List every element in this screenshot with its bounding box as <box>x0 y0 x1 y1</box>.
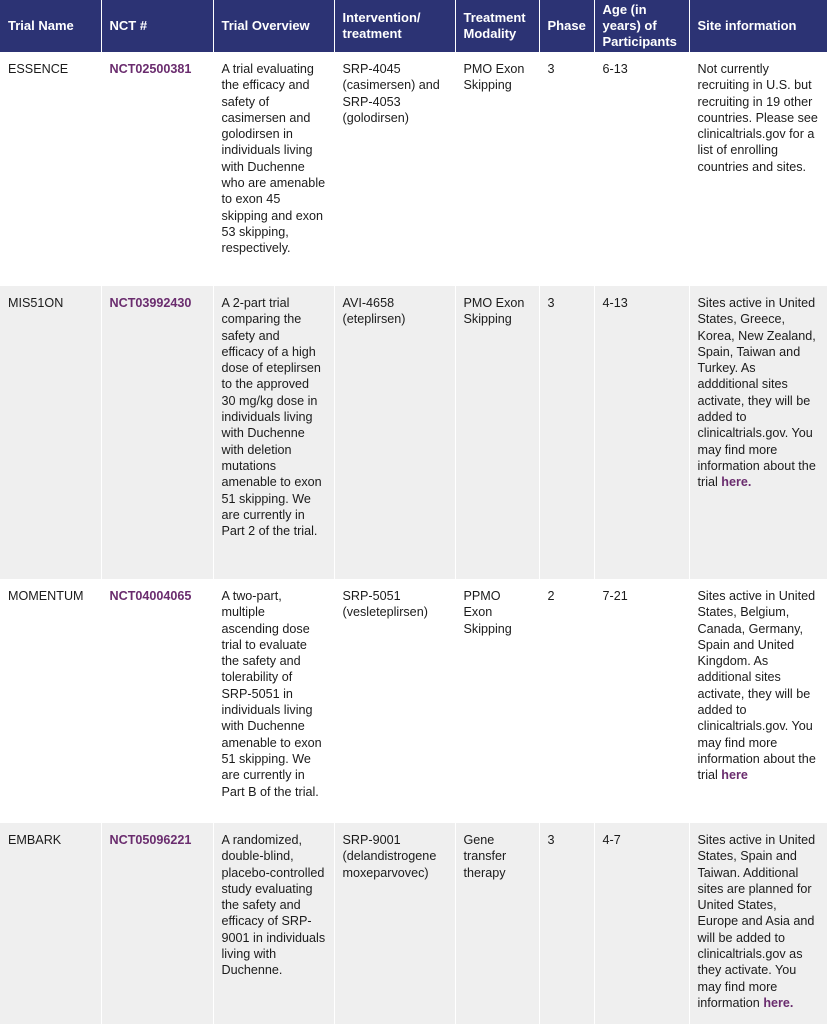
header-trial-name: Trial Name <box>0 0 101 52</box>
nct-link[interactable]: NCT04004065 <box>109 589 192 603</box>
modality-cell: PMO Exon Skipping <box>455 286 539 579</box>
phase-cell: 3 <box>539 823 594 1024</box>
intervention-cell: SRP-4045 (casimersen) and SRP-4053 (golodirsen) <box>334 52 455 286</box>
table-row <box>0 579 827 823</box>
overview-cell: A trial evaluating the efficacy and safety of casimersen and golodirsen in individuals living with Duchenne who are amenable to exon 45 skipping and exon 53 skipping, respectively. <box>213 52 334 286</box>
site-info-cell <box>689 823 827 1024</box>
nct-cell <box>101 286 213 579</box>
modality-cell: PMO Exon Skipping <box>455 52 539 286</box>
phase-cell: 3 <box>539 286 594 579</box>
trial-name-cell: MIS51ON <box>0 286 101 579</box>
header-trial-overview: Trial Overview <box>213 0 334 52</box>
modality-cell: PPMO Exon Skipping <box>455 579 539 823</box>
intervention-cell: SRP-5051 (vesleteplirsen) <box>334 579 455 823</box>
site-info-cell <box>689 579 827 823</box>
site-info-cell <box>689 52 827 286</box>
overview-cell: A randomized, double-blind, placebo-controlled study evaluating the safety and efficacy of SRP-9001 in individuals living with Duchenne. <box>213 823 334 1024</box>
site-info-text: Not currently recruiting in U.S. but recruiting in 19 other countries. Please see clinicaltrials.gov for a list of enrolling countries and sites. <box>697 62 818 174</box>
nct-link[interactable]: NCT03992430 <box>109 296 192 310</box>
nct-cell <box>101 52 213 286</box>
table-header <box>0 0 827 52</box>
nct-link[interactable]: NCT05096221 <box>109 833 192 847</box>
trial-name-cell: EMBARK <box>0 823 101 1024</box>
site-info-cell <box>689 286 827 579</box>
header-intervention: Intervention/ treatment <box>334 0 455 52</box>
age-cell: 7-21 <box>594 579 689 823</box>
header-treatment-modality: Treatment Modality <box>455 0 539 52</box>
phase-cell: 3 <box>539 52 594 286</box>
age-cell: 4-7 <box>594 823 689 1024</box>
phase-cell: 2 <box>539 579 594 823</box>
header-site-information: Site information <box>689 0 827 52</box>
site-info-text: Sites active in United States, Greece, Korea, New Zealand, Spain, Taiwan and Turkey. As addditional sites activate, they will be added to clinicaltrials.gov. You may find more information about the trial <box>697 296 816 490</box>
header-age: Age (in years) of Participants <box>594 0 689 52</box>
trial-info-link[interactable]: here. <box>763 995 794 1010</box>
trial-info-link[interactable]: here <box>721 768 748 783</box>
overview-cell: A two-part, multiple ascending dose trial to evaluate the safety and tolerability of SRP-5051 in individuals living with Duchenne amenable to exon 51 skipping. We are currently in Part B of the trial. <box>213 579 334 823</box>
table-row <box>0 52 827 286</box>
site-info-text: Sites active in United States, Belgium, Canada, Germany, Spain and United Kingdom. As additional sites activate, they will be added to clinicaltrials.gov. You may find more information about the trial <box>697 589 816 783</box>
nct-link[interactable]: NCT02500381 <box>109 62 192 76</box>
table-body <box>0 52 827 1024</box>
header-nct: NCT # <box>101 0 213 52</box>
table-row <box>0 286 827 579</box>
intervention-cell: SRP-9001 (delandistrogene moxeparvovec) <box>334 823 455 1024</box>
site-info-text: Sites active in United States, Spain and Taiwan. Additional sites are planned for United States, Europe and Asia and will be added to clinicaltrials.gov as they activate. You may find more information <box>697 833 816 1010</box>
age-cell: 4-13 <box>594 286 689 579</box>
trial-name-cell: MOMENTUM <box>0 579 101 823</box>
trial-name-cell: ESSENCE <box>0 52 101 286</box>
nct-cell <box>101 579 213 823</box>
overview-cell: A 2-part trial comparing the safety and efficacy of a high dose of eteplirsen to the approved 30 mg/kg dose in individuals living with Duchenne with deletion mutations amenable to exon 51 skipping. We are currently in Part 2 of the trial. <box>213 286 334 579</box>
modality-cell: Gene transfer therapy <box>455 823 539 1024</box>
age-cell: 6-13 <box>594 52 689 286</box>
table-row <box>0 823 827 1024</box>
header-row <box>0 0 827 52</box>
header-phase: Phase <box>539 0 594 52</box>
trial-info-link[interactable]: here. <box>721 475 752 490</box>
nct-cell <box>101 823 213 1024</box>
intervention-cell: AVI-4658 (eteplirsen) <box>334 286 455 579</box>
